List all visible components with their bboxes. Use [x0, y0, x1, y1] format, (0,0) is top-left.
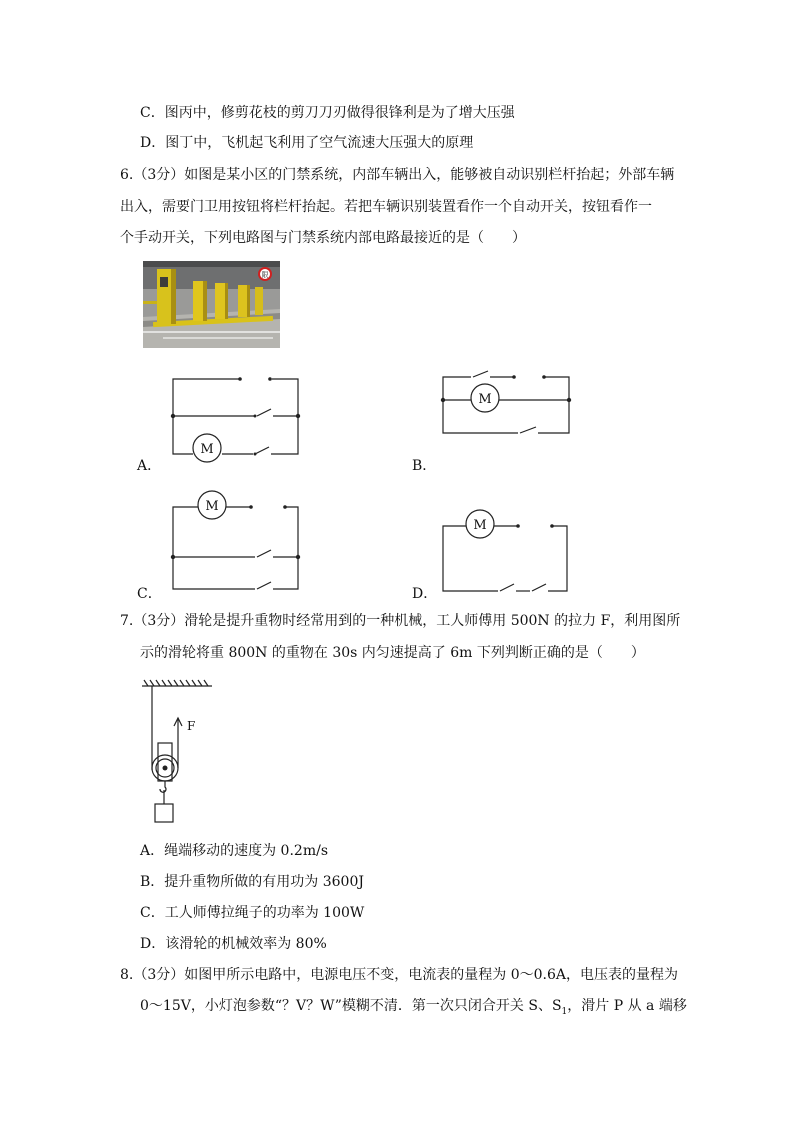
circuit-b [438, 370, 578, 460]
q7-option-c: C．工人师傅拉绳子的功率为 100W [140, 905, 365, 921]
pulley-diagram [140, 678, 220, 823]
option-a-label: A． [137, 458, 162, 474]
q8-stem-line-2 [140, 997, 687, 1021]
gate-system-photo [143, 261, 280, 348]
motor-c-label: M [205, 499, 219, 514]
q6-stem-line-2: 出入，需要门卫用按钮将栏杆抬起。若把车辆识别装置看作一个自动开关，按钮看作一 [120, 199, 652, 215]
circuit-c [165, 493, 305, 593]
photo-sign-text: 限 [261, 271, 269, 279]
option-b-label: B． [412, 458, 437, 474]
q5-option-c: C．图丙中，修剪花枝的剪刀刀刃做得很锋利是为了增大压强 [140, 105, 515, 121]
q5-option-d: D．图丁中，飞机起飞利用了空气流速大压强大的原理 [140, 135, 474, 151]
motor-d-label: M [473, 518, 487, 533]
q6-stem-line-1: 6.（3分）如图是某小区的门禁系统，内部车辆出入，能够被自动识别栏杆抬起；外部车辆 [120, 167, 675, 183]
q8-stem-line-2-post: ，滑片 P 从 a 端移 [567, 998, 687, 1014]
circuit-d [438, 512, 578, 602]
q8-stem-line-1: 8.（3分）如图甲所示电路中，电源电压不变，电流表的量程为 0～0.6A，电压表的量程为 [120, 967, 678, 983]
q8-s1-subscript: 1 [561, 1006, 568, 1017]
q7-stem-line-1: 7.（3分）滑轮是提升重物时经常用到的一种机械，工人师傅用 500N 的拉力 F，利用图所 [120, 613, 681, 629]
q6-stem-line-3: 个手动开关，下列电路图与门禁系统内部电路最接近的是（ ） [120, 230, 526, 246]
q8-stem-line-2-pre: 0～15V，小灯泡参数“？V？W”模糊不清．第一次只闭合开关 S、S [140, 998, 562, 1014]
q7-stem-line-2: 示的滑轮将重 800N 的重物在 30s 内匀速提高了 6m 下列判断正确的是（ ） [140, 645, 645, 661]
force-f-label: F [187, 719, 196, 733]
q7-option-d: D．该滑轮的机械效率为 80% [140, 936, 327, 952]
q7-option-b: B．提升重物所做的有用功为 3600J [140, 874, 364, 890]
circuit-a [165, 372, 305, 462]
motor-a-label: M [200, 442, 214, 457]
q7-option-a: A．绳端移动的速度为 0.2m/s [140, 843, 329, 859]
option-d-label: D． [412, 586, 438, 602]
option-c-label: C． [137, 586, 162, 602]
motor-b-label: M [478, 392, 492, 407]
